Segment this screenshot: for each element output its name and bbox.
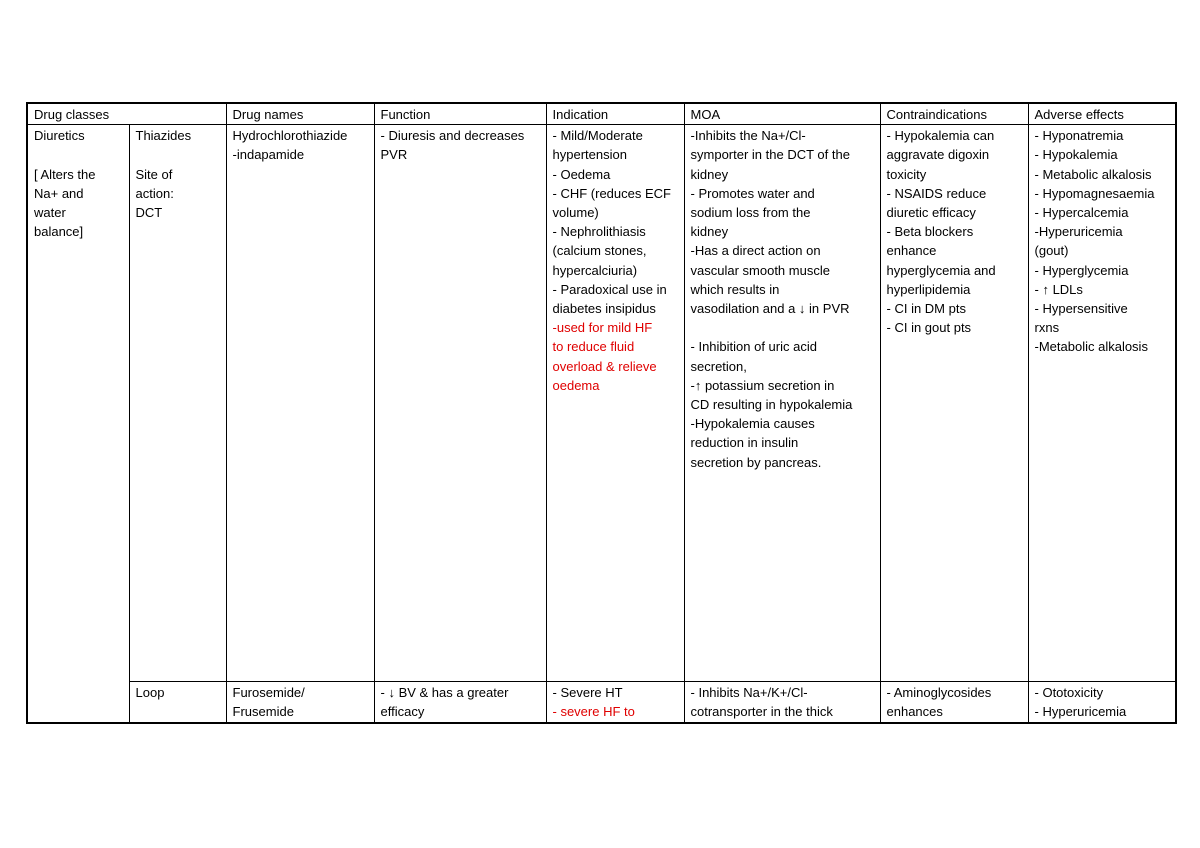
indication-highlight	[553, 318, 678, 395]
text-line: enhance	[886, 243, 937, 259]
text-line: - Oedema	[552, 166, 611, 182]
header-indication: Indication	[546, 103, 684, 125]
text-line: sodium loss from the	[690, 205, 811, 221]
text-line: diabetes insipidus	[552, 301, 656, 317]
table-header-row	[27, 103, 1176, 125]
text-line: vascular smooth muscle	[690, 262, 830, 278]
text-line: - CI in DM pts	[886, 301, 966, 317]
text-line: - Ototoxicity	[1034, 685, 1104, 701]
text-line: -Inhibits the Na+/Cl-	[690, 128, 806, 144]
text-line: - Severe HT	[552, 685, 623, 701]
text-line: -indapamide	[232, 147, 305, 163]
text-line: - Paradoxical use in	[552, 281, 667, 297]
text-line: - ↑ LDLs	[1034, 281, 1083, 297]
text-line: DCT	[135, 205, 163, 220]
text-line: - Inhibition of uric acid	[690, 339, 817, 355]
header-moa: MOA	[684, 103, 880, 125]
text-line: - CHF (reduces ECF	[552, 185, 671, 201]
text-line: - Metabolic alkalosis	[1034, 166, 1152, 182]
text-line: - Aminoglycosides	[886, 685, 992, 701]
text-line: - Diuresis and decreases	[380, 128, 525, 144]
cell-subclass-loop	[129, 682, 226, 723]
text-line: Frusemide	[232, 704, 294, 720]
drug-classes-table	[26, 102, 1177, 724]
subclass-name: Thiazides	[135, 128, 192, 144]
text-line: rxns	[1034, 320, 1060, 336]
text-line: (gout)	[1034, 243, 1069, 259]
indication-list	[553, 683, 678, 702]
text-line: - Promotes water and	[690, 185, 815, 201]
indication-list	[553, 126, 678, 318]
text-line: water	[34, 205, 66, 220]
text-line: Hydrochlorothiazide	[232, 128, 348, 144]
cell-contraindications	[880, 125, 1028, 682]
class-name: Diuretics	[34, 128, 85, 144]
text-line: diuretic efficacy	[886, 205, 976, 221]
cell-indication	[546, 125, 684, 682]
text-line: action:	[135, 185, 174, 201]
text-line: kidney	[690, 166, 729, 182]
text-line: -Metabolic alkalosis	[1034, 339, 1148, 355]
header-drug-names: Drug names	[226, 103, 374, 125]
text-line: enhances	[886, 704, 943, 720]
header-adverse-effects: Adverse effects	[1028, 103, 1176, 125]
text-line: vasodilation and a ↓ in PVR	[690, 301, 850, 317]
text-line: - Hyperuricemia	[1034, 704, 1127, 720]
text-line: overload & relieve	[552, 358, 657, 374]
table-row-loop	[27, 682, 1176, 723]
cell-adverse-effects	[1028, 125, 1176, 682]
text-line: - Beta blockers	[886, 224, 974, 240]
text-line: Na+ and	[34, 185, 84, 201]
text-line: PVR	[380, 147, 408, 163]
header-contraindications: Contraindications	[880, 103, 1028, 125]
text-line: -Has a direct action on	[690, 243, 821, 259]
subclass-name: Loop	[135, 685, 165, 701]
text-line: - CI in gout pts	[886, 320, 972, 336]
text-line: oedema	[552, 377, 600, 393]
text-line: Furosemide/	[232, 685, 305, 701]
text-line: balance]	[34, 224, 84, 240]
text-line: - Inhibits Na+/K+/Cl-	[690, 685, 808, 701]
text-line: aggravate digoxin	[886, 147, 990, 163]
text-line: symporter in the DCT of the	[690, 147, 850, 163]
text-line: cotransporter in the thick	[690, 704, 833, 720]
text-line: - Hypomagnesaemia	[1034, 185, 1155, 201]
text-line: hypertension	[552, 147, 627, 163]
text-line: efficacy	[380, 704, 425, 720]
text-line: hyperglycemia and	[886, 262, 996, 278]
cell-drug-names	[226, 125, 374, 682]
cell-drug-names	[226, 682, 374, 723]
text-line: -Hyperuricemia	[1034, 224, 1123, 240]
text-line: - Hyponatremia	[1034, 128, 1124, 144]
text-line: - Hyperglycemia	[1034, 262, 1129, 278]
text-line: -used for mild HF	[552, 320, 653, 336]
cell-moa	[684, 682, 880, 723]
text-line: -Hypokalemia causes	[690, 416, 815, 432]
text-line: secretion,	[690, 358, 747, 374]
text-line: secretion by pancreas.	[690, 454, 822, 470]
cell-function	[374, 682, 546, 723]
text-line: Site of	[135, 166, 173, 182]
indication-highlight	[553, 702, 678, 721]
text-line: - severe HF to	[552, 704, 635, 720]
text-line: -↑ potassium secretion in	[690, 377, 835, 393]
moa-list	[691, 126, 874, 318]
text-line: kidney	[690, 224, 729, 240]
cell-contraindications	[880, 682, 1028, 723]
text-line: - Mild/Moderate	[552, 128, 643, 144]
table-row-thiazides	[27, 125, 1176, 682]
text-line: CD resulting in hypokalemia	[690, 397, 853, 413]
text-line: which results in	[690, 281, 780, 297]
header-drug-classes: Drug classes	[27, 103, 226, 125]
text-line: - Nephrolithiasis	[552, 224, 646, 240]
text-line: to reduce fluid	[552, 339, 635, 355]
text-line: toxicity	[886, 166, 927, 182]
text-line: reduction in insulin	[690, 435, 799, 451]
text-line: - Hypokalemia can	[886, 128, 995, 144]
text-line: - NSAIDS reduce	[886, 185, 987, 201]
cell-moa	[684, 125, 880, 682]
class-note	[34, 165, 123, 242]
cell-drug-class	[27, 125, 129, 723]
text-line: (calcium stones,	[552, 243, 647, 259]
text-line: - Hypokalemia	[1034, 147, 1118, 163]
header-function: Function	[374, 103, 546, 125]
text-line: hypercalciuria)	[552, 262, 638, 278]
text-line: volume)	[552, 205, 599, 221]
text-line: - Hypercalcemia	[1034, 205, 1129, 221]
text-line: hyperlipidemia	[886, 281, 971, 297]
cell-indication	[546, 682, 684, 723]
text-line: - ↓ BV & has a greater	[380, 685, 509, 701]
text-line: [ Alters the	[34, 166, 96, 182]
cell-adverse-effects	[1028, 682, 1176, 723]
cell-subclass-thiazides	[129, 125, 226, 682]
moa-list-2	[691, 337, 874, 471]
text-line: - Hypersensitive	[1034, 301, 1128, 317]
site-of-action	[136, 165, 220, 223]
cell-function	[374, 125, 546, 682]
